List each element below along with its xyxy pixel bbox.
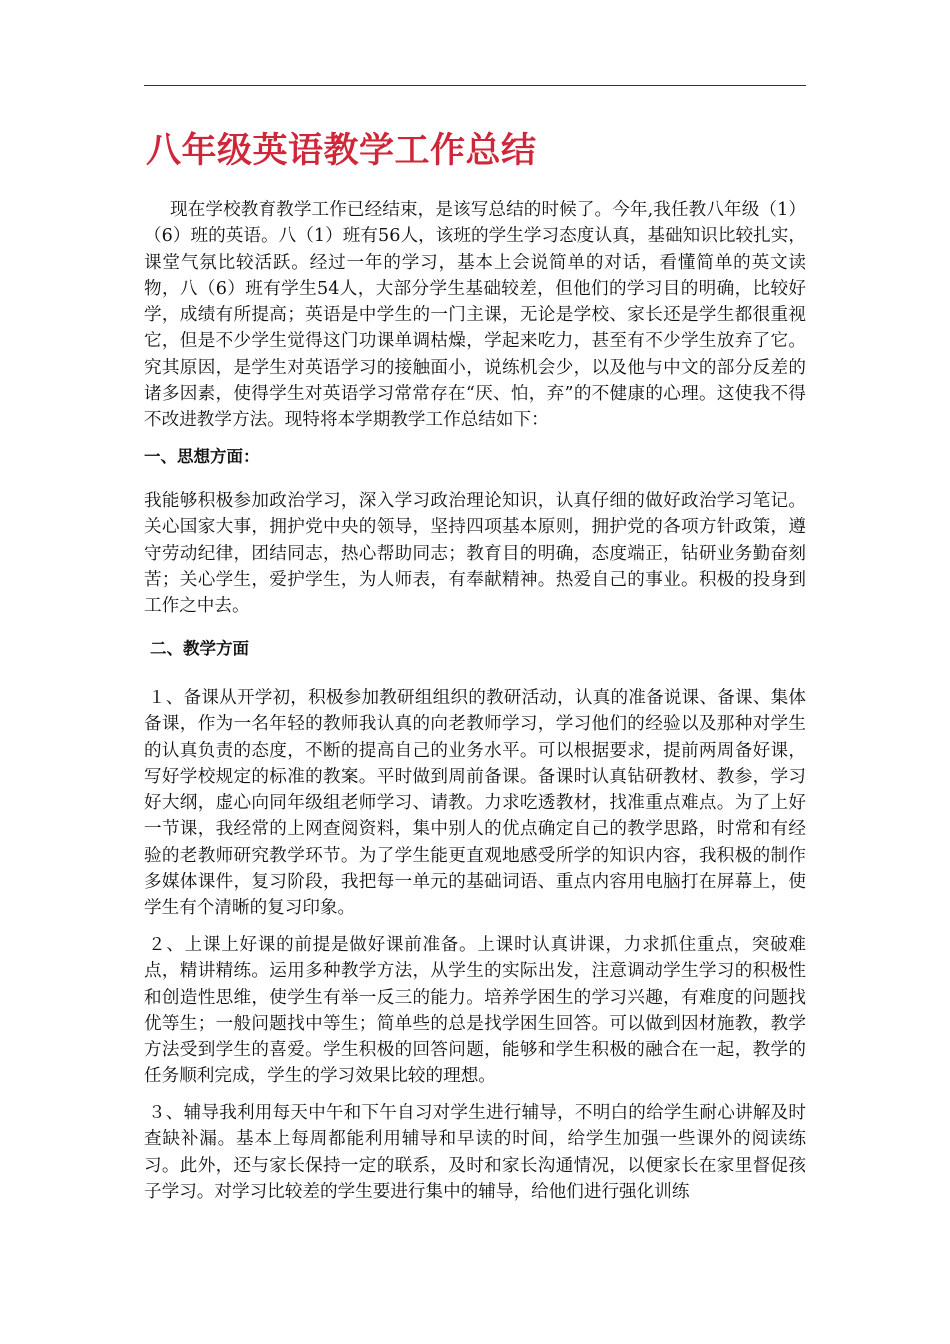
teaching-paragraph-class: ２、上课上好课的前提是做好课前准备。上课时认真讲课，力求抓住重点，突破难点，精讲精练。运用多种教学方法，从学生的实际出发，注意调动学生学习的积极性和创造性思维，使学生有举一反三的能力。培养学困生的学习兴趣，有难度的问题找优等生；一般问题找中等生；简单些的总是找学困生回答。可以做到因材施教，教学方法受到学生的喜爱。学生积极的回答问题，能够和学生积极的融合在一起，教学的任务顺利完成，学生的学习效果比较的理想。	[144, 935, 806, 1087]
header-rule	[144, 85, 806, 86]
section-body-ideology: 我能够积极参加政治学习，深入学习政治理论知识，认真仔细的做好政治学习笔记。关心国家大事，拥护党中央的领导，坚持四项基本原则，拥护党的各项方针政策，遵守劳动纪律，团结同志，热心帮助同志；教育目的明确，态度端正，钻研业务勤奋刻苦；关心学生，爱护学生，为人师表，有奉献精神。热爱自己的事业。积极的投身到工作之中去。	[144, 491, 806, 617]
document-title: 八年级英语教学工作总结	[146, 131, 537, 171]
section-heading-ideology: 一、思想方面：	[144, 447, 260, 466]
teaching-paragraph-preparation: １、备课从开学初，积极参加教研组组织的教研活动，认真的准备说课、备课、集体备课，作为一名年轻的教师我认真的向老教师学习，学习他们的经验以及那种对学生的认真负责的态度，不断的提高自己的业务水平。可以根据要求，提前两周备好课，写好学校规定的标准的教案。平时做到周前备课。备课时认真钻研教材、教参，学习好大纲，虚心向同年级组老师学习、请教。力求吃透教材，找准重点难点。为了上好一节课，我经常的上网查阅资料，集中别人的优点确定自己的教学思路，时常和有经验的老教师研究教学环节。为了学生能更直观地感受所学的知识内容，我积极的制作多媒体课件，复习阶段，我把每一单元的基础词语、重点内容用电脑打在屏幕上，使学生有个清晰的复习印象。	[144, 688, 806, 919]
teaching-paragraph-tutoring: ３、辅导我利用每天中午和下午自习对学生进行辅导，不明白的给学生耐心讲解及时查缺补漏。基本上每周都能利用辅导和早读的时间，给学生加强一些课外的阅读练习。此外，还与家长保持一定的联系，及时和家长沟通情况，以便家长在家里督促孩子学习。对学习比较差的学生要进行集中的辅导，给他们进行强化训练	[144, 1103, 806, 1202]
section-heading-teaching: 二、教学方面	[150, 639, 249, 658]
intro-paragraph: 现在学校教育教学工作已经结束，是该写总结的时候了。今年,我任教八年级（1）（6）班的英语。八（1）班有56人，该班的学生学习态度认真，基础知识比较扎实，课堂气氛比较活跃。经过一年的学习，基本上会说简单的对话，看懂简单的英文读物，八（6）班有学生54人，大部分学生基础较差，但他们的学习目的明确，比较好学，成绩有所提高；英语是中学生的一门主课，无论是学校、家长还是学生都很重视它，但是不少学生觉得这门功课单调枯燥，学起来吃力，甚至有不少学生放弃了它。究其原因，是学生对英语学习的接触面小，说练机会少，以及他与中文的部分反差的诸多因素，使得学生对英语学习常常存在“厌、怕，弃”的不健康的心理。这使我不得不改进教学方法。现特将本学期教学工作总结如下：	[144, 200, 806, 431]
